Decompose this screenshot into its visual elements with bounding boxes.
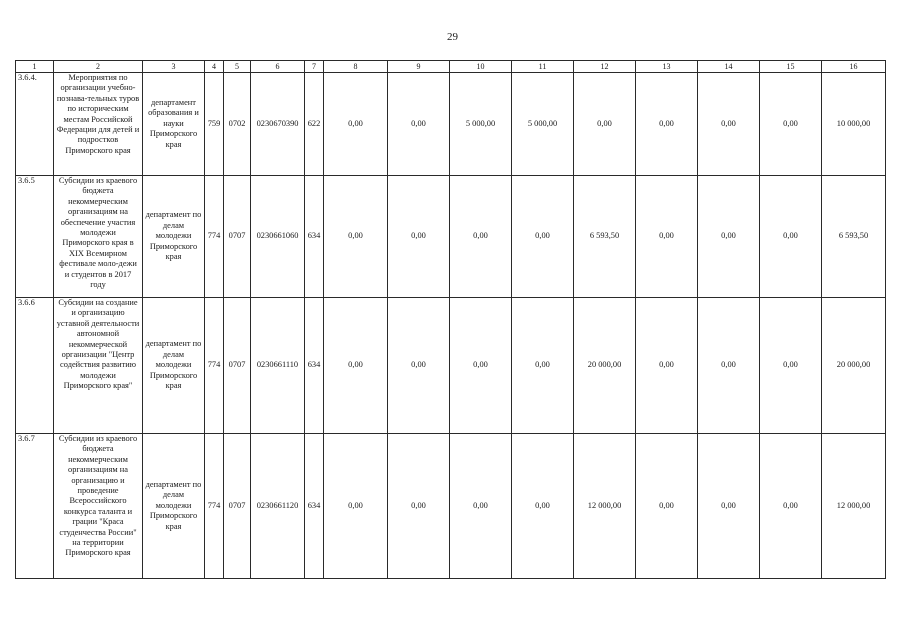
cell-c5: 0702 <box>224 73 251 176</box>
cell-c14: 0,00 <box>698 73 760 176</box>
column-header: 15 <box>760 61 822 73</box>
cell-c7: 634 <box>305 176 324 298</box>
cell-c8: 0,00 <box>324 73 388 176</box>
column-header: 4 <box>205 61 224 73</box>
cell-c4: 774 <box>205 434 224 579</box>
column-header: 9 <box>388 61 450 73</box>
column-header: 13 <box>636 61 698 73</box>
column-header: 12 <box>574 61 636 73</box>
cell-c6: 0230661110 <box>251 298 305 434</box>
table-row <box>16 176 886 298</box>
column-header: 5 <box>224 61 251 73</box>
budget-table <box>15 60 886 579</box>
item-number: 3.6.7 <box>16 434 54 579</box>
item-name: Субсидии из краевого бюджета некоммерческим организациям на обеспечение участия молодежи Приморского края в XIX Всемирном фестивале моло-дежи и студентов в 2017 году <box>54 176 143 298</box>
item-number: 3.6.6 <box>16 298 54 434</box>
column-header: 16 <box>822 61 886 73</box>
cell-c7: 634 <box>305 434 324 579</box>
column-header: 6 <box>251 61 305 73</box>
column-header: 11 <box>512 61 574 73</box>
cell-c13: 0,00 <box>636 176 698 298</box>
cell-c9: 0,00 <box>388 434 450 579</box>
cell-c15: 0,00 <box>760 298 822 434</box>
cell-c5: 0707 <box>224 434 251 579</box>
cell-c10: 5 000,00 <box>450 73 512 176</box>
column-header: 8 <box>324 61 388 73</box>
cell-c8: 0,00 <box>324 298 388 434</box>
item-name: Субсидии из краевого бюджета некоммерческим организациям на организацию и проведение Всероссийского конкурса таланта и грации "Краса студенчества России" на территории Приморского края <box>54 434 143 579</box>
cell-c11: 0,00 <box>512 298 574 434</box>
department: департамент образования и науки Приморского края <box>143 73 205 176</box>
cell-c14: 0,00 <box>698 298 760 434</box>
cell-c14: 0,00 <box>698 434 760 579</box>
cell-c10: 0,00 <box>450 298 512 434</box>
table-row <box>16 434 886 579</box>
cell-c15: 0,00 <box>760 434 822 579</box>
cell-c14: 0,00 <box>698 176 760 298</box>
cell-c6: 0230661060 <box>251 176 305 298</box>
column-header: 14 <box>698 61 760 73</box>
cell-c15: 0,00 <box>760 176 822 298</box>
cell-c13: 0,00 <box>636 73 698 176</box>
cell-c12: 6 593,50 <box>574 176 636 298</box>
item-name: Субсидии на создание и организацию уставной деятельности автономной некоммерческой организации "Центр содействия развитию молодежи Приморского края" <box>54 298 143 434</box>
page-number: 29 <box>447 31 458 43</box>
cell-c12: 0,00 <box>574 73 636 176</box>
cell-c16: 20 000,00 <box>822 298 886 434</box>
cell-c12: 20 000,00 <box>574 298 636 434</box>
column-header: 2 <box>54 61 143 73</box>
cell-c8: 0,00 <box>324 176 388 298</box>
cell-c11: 0,00 <box>512 434 574 579</box>
cell-c10: 0,00 <box>450 176 512 298</box>
cell-c12: 12 000,00 <box>574 434 636 579</box>
cell-c16: 10 000,00 <box>822 73 886 176</box>
cell-c4: 759 <box>205 73 224 176</box>
item-number: 3.6.4. <box>16 73 54 176</box>
cell-c7: 622 <box>305 73 324 176</box>
cell-c10: 0,00 <box>450 434 512 579</box>
cell-c6: 0230661120 <box>251 434 305 579</box>
cell-c5: 0707 <box>224 176 251 298</box>
cell-c8: 0,00 <box>324 434 388 579</box>
cell-c11: 0,00 <box>512 176 574 298</box>
department: департамент по делам молодежи Приморского края <box>143 176 205 298</box>
column-header: 1 <box>16 61 54 73</box>
cell-c9: 0,00 <box>388 73 450 176</box>
cell-c16: 6 593,50 <box>822 176 886 298</box>
cell-c4: 774 <box>205 176 224 298</box>
cell-c7: 634 <box>305 298 324 434</box>
cell-c13: 0,00 <box>636 434 698 579</box>
cell-c4: 774 <box>205 298 224 434</box>
item-name: Мероприятия по организации учебно-познава-тельных туров по историческим местам Российской Федерации для детей и подростков Приморского края <box>54 73 143 176</box>
cell-c13: 0,00 <box>636 298 698 434</box>
cell-c11: 5 000,00 <box>512 73 574 176</box>
cell-c15: 0,00 <box>760 73 822 176</box>
cell-c9: 0,00 <box>388 176 450 298</box>
column-header: 7 <box>305 61 324 73</box>
column-header: 3 <box>143 61 205 73</box>
cell-c9: 0,00 <box>388 298 450 434</box>
column-number-header-row <box>16 61 886 73</box>
department: департамент по делам молодежи Приморского края <box>143 434 205 579</box>
cell-c16: 12 000,00 <box>822 434 886 579</box>
cell-c5: 0707 <box>224 298 251 434</box>
column-header: 10 <box>450 61 512 73</box>
table-row <box>16 73 886 176</box>
item-number: 3.6.5 <box>16 176 54 298</box>
department: департамент по делам молодежи Приморского края <box>143 298 205 434</box>
cell-c6: 0230670390 <box>251 73 305 176</box>
table-row <box>16 298 886 434</box>
